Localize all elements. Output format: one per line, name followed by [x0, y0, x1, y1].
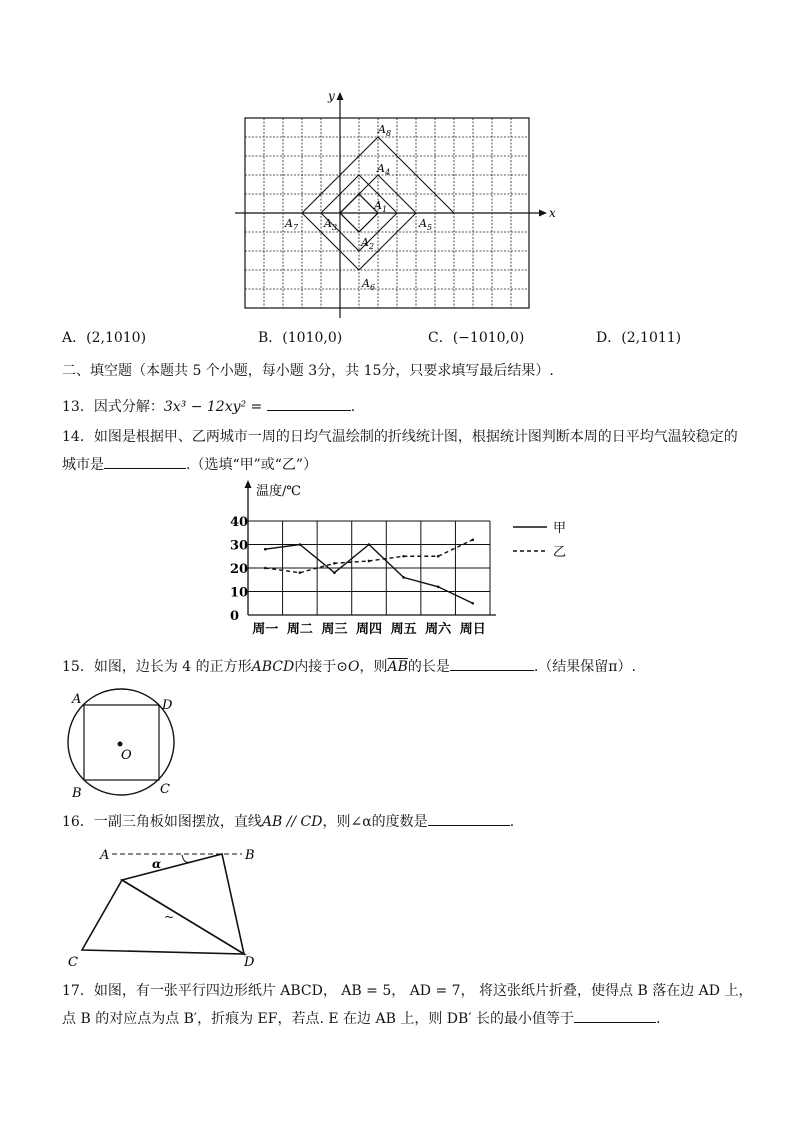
legend-label: 乙: [553, 545, 567, 560]
x-tick-label: 周三: [321, 622, 348, 637]
x-tick-label: 周二: [286, 622, 313, 637]
label-o: O: [121, 748, 132, 763]
label-a7: $A_7$: [285, 217, 299, 232]
section-2-heading: 二、填空题（本题共 5 个小题，每小题 3分，共 15分，只要求填写最后结果）.: [62, 363, 554, 379]
x-tick-label: 周四: [355, 622, 383, 637]
q17-suffix: .: [655, 1011, 661, 1027]
option-c-letter: C．: [428, 330, 453, 346]
data-point: [437, 586, 440, 589]
y-tick-label: 30: [230, 538, 249, 554]
y-tick-label: 10: [230, 585, 249, 601]
data-point: [333, 562, 336, 565]
option-d[interactable]: [596, 327, 681, 347]
q17-line1: 17．如图，有一张平行四边形纸片 ABCD， AB = 5， AD = 7， 将这张纸片折叠，使得点 B 落在边 AD 上，: [62, 983, 753, 999]
data-point: [264, 548, 267, 551]
option-a-letter: A．: [62, 330, 87, 346]
data-point: [368, 543, 371, 546]
question-16: [62, 809, 514, 832]
q17-answer-blank[interactable]: [574, 1006, 656, 1023]
legend-label: 甲: [553, 521, 567, 536]
option-d-letter: D．: [596, 330, 622, 346]
q14-suffix: .（选填“甲”或“乙”）: [186, 457, 318, 473]
x-tick-label: 周五: [390, 622, 417, 637]
label-d: D: [244, 955, 255, 970]
label-a: A: [100, 848, 110, 863]
option-b[interactable]: [258, 327, 342, 347]
center-mark: ~: [164, 910, 175, 924]
small-diamond: [340, 194, 378, 232]
label-a4: $A_4$: [377, 162, 391, 177]
q15-tail: .（结果保留π）.: [533, 659, 636, 675]
label-a6: $A_6$: [362, 277, 376, 292]
series-line-1: [265, 545, 472, 604]
option-a-value: (2,1010): [86, 330, 147, 346]
x-tick-label: 周六: [425, 622, 452, 637]
label-c: C: [160, 782, 170, 797]
label-b: B: [245, 848, 255, 863]
q15-arc: $\overline{AB}$: [387, 659, 408, 675]
y-tick-label: 20: [230, 562, 249, 577]
y-axis-label: y: [328, 89, 335, 103]
label-a: A: [72, 692, 82, 707]
q16-condition: AB // CD: [261, 814, 323, 830]
label-a2: $A_2$: [361, 236, 375, 251]
option-a[interactable]: [62, 327, 146, 347]
y-axis-arrow-icon: [245, 480, 252, 488]
q15-mid2: ，则: [359, 659, 388, 675]
label-alpha: α: [152, 857, 162, 871]
question-13: [62, 394, 355, 417]
data-point: [299, 543, 302, 546]
q13-answer-blank[interactable]: [267, 394, 351, 411]
data-point: [299, 571, 302, 574]
q17-prefix: 点 B 的对应点为点 B′，折痕为 EF，若点. E 在边 AB 上，则 DB′ 长的最小值等于: [62, 1011, 574, 1027]
label-a8: $A_8$: [378, 123, 392, 138]
x-tick-label: 周一: [252, 622, 279, 637]
q13-expression: 3x³ − 12xy² =: [163, 399, 263, 415]
q15-suffix: 的长是: [407, 659, 450, 675]
data-point: [402, 576, 405, 579]
option-c-value: (−1010,0): [452, 330, 525, 346]
data-point: [402, 555, 405, 558]
label-a1: $A_1$: [374, 199, 388, 214]
q16-suffix: .: [509, 814, 515, 830]
y-tick-label: 0: [230, 609, 240, 624]
q14-line1: 14．如图是根据甲、乙两城市一周的日均气温绘制的折线统计图，根据统计图判断本周的日平均气温较稳定的: [62, 429, 738, 445]
x-axis-label: x: [549, 206, 556, 220]
option-c[interactable]: [428, 327, 524, 347]
label-a3: $A_3$: [324, 217, 338, 232]
data-point: [368, 560, 371, 563]
q16-answer-blank[interactable]: [428, 809, 510, 826]
triangle-1: [122, 854, 244, 954]
triangle-2: [82, 880, 244, 954]
q15-figure: [62, 688, 202, 804]
data-point: [264, 567, 267, 570]
label-b: B: [72, 786, 82, 801]
q17-line2: [62, 1006, 660, 1029]
angle-alpha-arc: [182, 855, 190, 862]
option-d-value: (2,1011): [621, 330, 682, 346]
q12-shapes: [235, 88, 560, 320]
data-point: [471, 602, 474, 605]
q15-circle: ⊙O: [336, 659, 360, 675]
q14-answer-blank[interactable]: [104, 452, 186, 469]
center-point: [118, 742, 123, 747]
data-point: [471, 539, 474, 542]
q15-mid: 内接于: [294, 659, 337, 675]
data-point: [437, 555, 440, 558]
q13-suffix: .: [350, 399, 356, 415]
q14-prefix: 城市是: [62, 457, 104, 473]
q13-prefix: 13．因式分解：: [62, 399, 164, 415]
q16-mid: ，则∠α的度数是: [322, 814, 428, 830]
x-tick-label: 周日: [459, 622, 486, 637]
q15-answer-blank[interactable]: [450, 654, 534, 671]
option-b-letter: B．: [258, 330, 283, 346]
option-b-value: (1010,0): [282, 330, 343, 346]
y-axis-label: 温度/℃: [256, 484, 301, 499]
q14-line2: [62, 452, 317, 475]
y-tick-label: 40: [230, 515, 249, 530]
label-c: C: [68, 955, 78, 970]
question-15: [62, 654, 636, 677]
q16-prefix: 16．一副三角板如图摆放，直线: [62, 814, 262, 830]
q15-square: ABCD: [251, 659, 295, 675]
q16-figure: [64, 840, 274, 970]
data-point: [333, 571, 336, 574]
q14-line-chart: [228, 478, 578, 640]
label-a5: $A_5$: [419, 217, 433, 232]
q15-prefix: 15．如图，边长为 4 的正方形: [62, 659, 252, 675]
label-d: D: [162, 698, 173, 713]
big-diamond-bottom: [302, 213, 416, 270]
